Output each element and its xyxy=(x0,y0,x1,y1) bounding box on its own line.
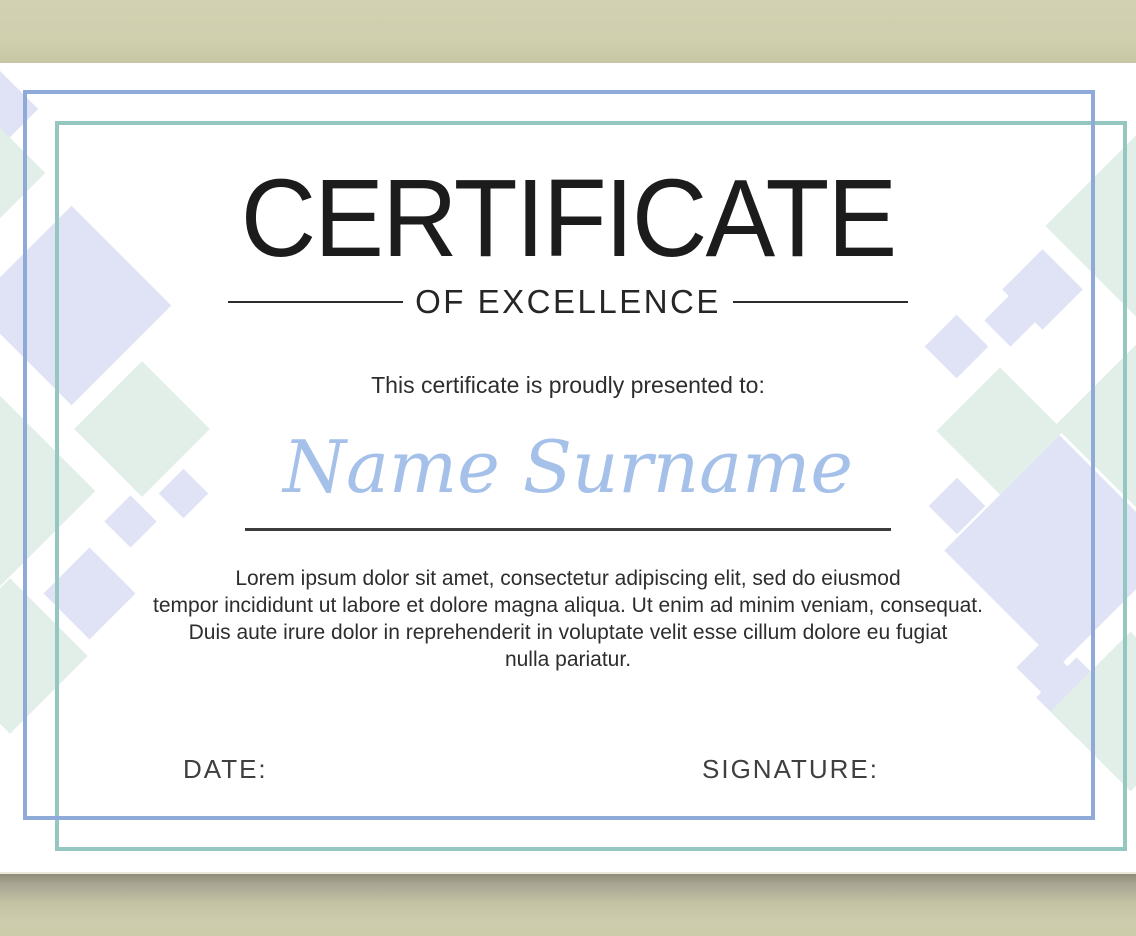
subtitle-row xyxy=(0,284,1136,320)
certificate-title: CERTIFICATE xyxy=(240,157,896,280)
body-line: tempor incididunt ut labore et dolore magna aliqua. Ut enim ad minim veniam, consequat. xyxy=(153,594,983,617)
body-line: nulla pariatur. xyxy=(504,648,632,671)
recipient-name: Name Surname xyxy=(283,425,853,509)
body-paragraph xyxy=(0,565,1136,673)
body-line: Lorem ipsum dolor sit amet, consectetur adipiscing elit, sed do eiusmod xyxy=(235,567,901,590)
subtitle-rule-right xyxy=(733,301,908,303)
subtitle-rule-left xyxy=(228,301,403,303)
presented-to-line: This certificate is proudly presented to: xyxy=(371,372,765,398)
signature-label: SIGNATURE: xyxy=(702,754,879,784)
date-label: DATE: xyxy=(183,754,268,784)
body-line: Duis aute irure dolor in reprehenderit in voluptate velit esse cillum dolore eu fugiat xyxy=(188,621,948,644)
recipient-name-underline xyxy=(245,528,891,531)
certificate-subtitle: OF EXCELLENCE xyxy=(415,283,721,320)
